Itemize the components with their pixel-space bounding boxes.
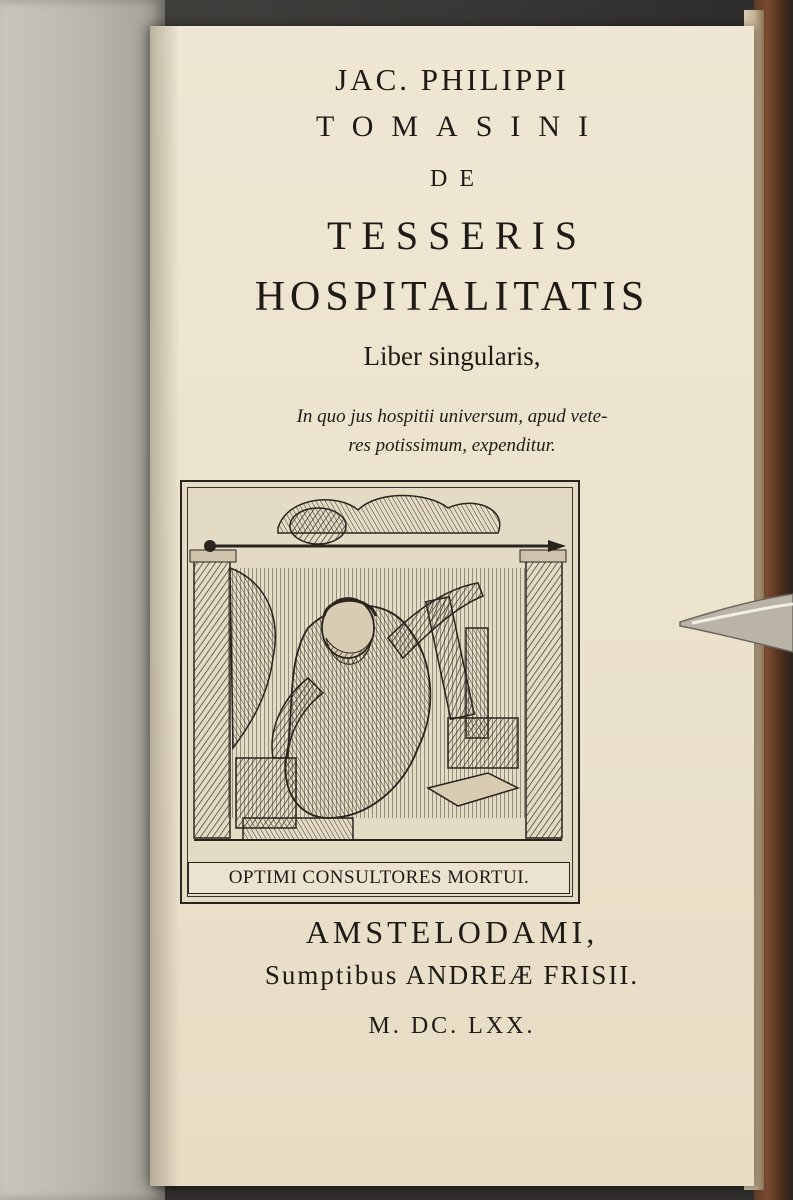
page-pointer-tip [672,590,793,665]
author-line-2: TOMASINI [315,110,607,143]
engraving-motto: OPTIMI CONSULTORES MORTUI. [188,862,570,894]
imprint-year: M. DC. LXX. [368,1013,536,1039]
title-line-2: HOSPITALITATIS [254,274,650,320]
title-line-1: TESSERIS [326,213,588,258]
author-line-1: JAC. PHILIPPI [335,62,569,97]
imprint-publisher: Sumptibus ANDREÆ FRISII. [264,960,640,990]
title-preposition: DE [430,166,486,192]
engraving-illustration [180,480,580,904]
scholar-engraving-image [188,488,568,860]
flyleaf-page [0,0,165,1200]
imprint-city: AMSTELODAMI, [305,914,599,950]
description-line-2: res potissimum, expenditur. [348,435,556,456]
subtitle: Liber singularis, [363,341,541,371]
description-line-1: In quo jus hospitii universum, apud vete- [296,406,608,427]
